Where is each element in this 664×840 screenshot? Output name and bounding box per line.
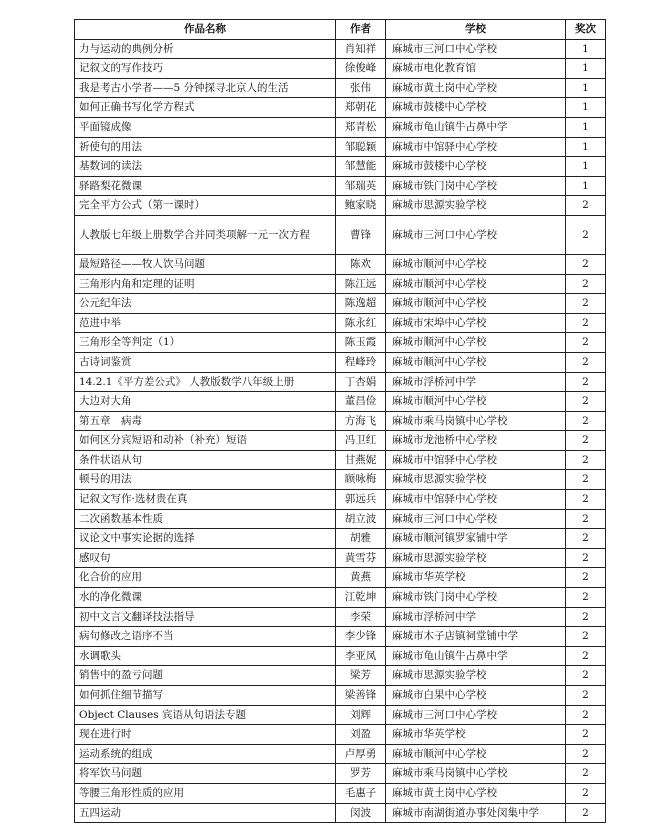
cell-author: 邹聪颖 [336,137,386,157]
cell-title: 如何正确书写化学方程式 [75,98,336,118]
cell-rank: 2 [566,313,606,333]
cell-title: 五四运动 [75,803,336,823]
cell-school: 麻城市中馆驿中心学校 [386,450,566,470]
cell-school: 麻城市华英学校 [386,725,566,745]
cell-rank: 1 [566,176,606,196]
table-row [75,607,606,627]
cell-title: 驿路梨花微课 [75,176,336,196]
cell-author: 曹锋 [336,215,386,254]
cell-title: 初中文言文翻译技法指导 [75,607,336,627]
table-header-row [75,20,606,40]
cell-rank: 1 [566,137,606,157]
cell-author: 鲍家晓 [336,196,386,216]
cell-school: 麻城市龟山镇牛占鼻中学 [386,117,566,137]
cell-rank: 2 [566,392,606,412]
cell-rank: 2 [566,568,606,588]
cell-rank: 2 [566,803,606,823]
cell-title: 公元纪年法 [75,294,336,314]
table-row [75,686,606,706]
cell-title: 大边对大角 [75,392,336,412]
header-author: 作者 [336,20,386,40]
cell-school: 麻城市乘马岗镇中心学校 [386,411,566,431]
cell-school: 麻城市顺河中心学校 [386,392,566,412]
cell-title: 条件状语从句 [75,450,336,470]
table-row [75,431,606,451]
cell-title: 如何区分宾短语和动补（补充）短语 [75,431,336,451]
cell-author: 陈逸超 [336,294,386,314]
cell-title: 将军饮马问题 [75,764,336,784]
table-row [75,783,606,803]
table-row [75,117,606,137]
cell-title: 如何抓住细节描写 [75,686,336,706]
cell-school: 麻城市铁门岗中心学校 [386,588,566,608]
table-row [75,666,606,686]
cell-title: 古诗词鉴赏 [75,352,336,372]
cell-school: 麻城市顺河中心学校 [386,254,566,274]
cell-rank: 2 [566,529,606,549]
cell-author: 甘燕妮 [336,450,386,470]
cell-school: 麻城市黄土岗中心学校 [386,78,566,98]
cell-rank: 2 [566,725,606,745]
cell-author: 刘辉 [336,705,386,725]
table-row [75,509,606,529]
cell-author: 郭远兵 [336,490,386,510]
cell-author: 闵波 [336,803,386,823]
cell-title: 二次函数基本性质 [75,509,336,529]
header-rank: 奖次 [566,20,606,40]
cell-title: 顿号的用法 [75,470,336,490]
cell-rank: 2 [566,686,606,706]
cell-title: 人教版七年级上册数学合并同类项解一元一次方程 [75,215,336,254]
cell-author: 李荣 [336,607,386,627]
table-row [75,254,606,274]
cell-school: 麻城市顺河中心学校 [386,274,566,294]
cell-title: 第五章 病毒 [75,411,336,431]
cell-school: 麻城市思源实验学校 [386,470,566,490]
cell-title: 化合价的应用 [75,568,336,588]
cell-school: 麻城市思源实验学校 [386,548,566,568]
cell-title: 销售中的盈亏问题 [75,666,336,686]
cell-title: 运动系统的组成 [75,744,336,764]
table-row [75,744,606,764]
table-row [75,470,606,490]
cell-author: 罗芳 [336,764,386,784]
cell-author: 江乾坤 [336,588,386,608]
cell-title: 议论文中事实论据的选择 [75,529,336,549]
cell-rank: 2 [566,294,606,314]
table-row [75,176,606,196]
cell-rank: 2 [566,352,606,372]
cell-school: 麻城市浮桥河中学 [386,372,566,392]
cell-title: 最短路径——牧人饮马问题 [75,254,336,274]
cell-rank: 2 [566,666,606,686]
cell-author: 邹慧能 [336,157,386,177]
cell-rank: 2 [566,509,606,529]
cell-school: 麻城市华英学校 [386,568,566,588]
document-page [74,19,605,823]
cell-title: 感叹句 [75,548,336,568]
table-row [75,529,606,549]
cell-title: 记叙文的写作技巧 [75,59,336,79]
cell-author: 郑青松 [336,117,386,137]
cell-rank: 2 [566,431,606,451]
cell-rank: 2 [566,705,606,725]
cell-school: 麻城市顺河镇罗家铺中学 [386,529,566,549]
cell-author: 胡雅 [336,529,386,549]
award-table [74,19,606,823]
cell-author: 郑朝花 [336,98,386,118]
cell-title: 基数词的读法 [75,157,336,177]
table-row [75,646,606,666]
cell-school: 麻城市南湖街道办事处闵集中学 [386,803,566,823]
cell-title: 水的净化微课 [75,588,336,608]
cell-title: 水调歌头 [75,646,336,666]
cell-school: 麻城市电化教育馆 [386,59,566,79]
cell-rank: 1 [566,157,606,177]
cell-author: 程峰玲 [336,352,386,372]
cell-rank: 2 [566,470,606,490]
table-row [75,725,606,745]
cell-school: 麻城市鼓楼中心学校 [386,157,566,177]
table-row [75,548,606,568]
cell-author: 陈玉霞 [336,333,386,353]
table-row [75,627,606,647]
cell-author: 陈江远 [336,274,386,294]
cell-rank: 2 [566,783,606,803]
cell-school: 麻城市三河口中心学校 [386,705,566,725]
cell-rank: 2 [566,764,606,784]
cell-title: 现在进行时 [75,725,336,745]
cell-author: 邹瑞英 [336,176,386,196]
cell-school: 麻城市中馆驿中心学校 [386,490,566,510]
table-row [75,490,606,510]
table-body [75,39,606,823]
cell-title: Object Clauses 宾语从句语法专题 [75,705,336,725]
cell-school: 麻城市中馆驿中心学校 [386,137,566,157]
cell-rank: 2 [566,646,606,666]
table-row [75,764,606,784]
table-row [75,588,606,608]
cell-rank: 2 [566,215,606,254]
cell-rank: 2 [566,607,606,627]
cell-title: 病句修改之语序不当 [75,627,336,647]
table-row [75,274,606,294]
table-row [75,392,606,412]
cell-author: 顾咏梅 [336,470,386,490]
table-row [75,215,606,254]
cell-rank: 2 [566,744,606,764]
table-row [75,294,606,314]
cell-rank: 1 [566,117,606,137]
cell-author: 李少锋 [336,627,386,647]
cell-rank: 2 [566,274,606,294]
table-row [75,98,606,118]
table-row [75,333,606,353]
table-row [75,372,606,392]
table-row [75,568,606,588]
cell-school: 麻城市顺河中心学校 [386,744,566,764]
cell-school: 麻城市木子店镇祠堂铺中学 [386,627,566,647]
table-row [75,450,606,470]
cell-school: 麻城市白果中心学校 [386,686,566,706]
cell-title: 三角形内角和定理的证明 [75,274,336,294]
cell-school: 麻城市思源实验学校 [386,196,566,216]
cell-title: 我是考古小学者——5 分钟探寻北京人的生活 [75,78,336,98]
cell-rank: 2 [566,372,606,392]
cell-rank: 2 [566,588,606,608]
cell-title: 14.2.1《平方差公式》 人教版数学八年级上册 [75,372,336,392]
table-row [75,59,606,79]
cell-author: 梁善锋 [336,686,386,706]
cell-rank: 1 [566,39,606,59]
table-row [75,137,606,157]
cell-title: 范进中举 [75,313,336,333]
header-title: 作品名称 [75,20,336,40]
cell-author: 董昌俭 [336,392,386,412]
cell-school: 麻城市顺河中心学校 [386,333,566,353]
cell-rank: 1 [566,59,606,79]
cell-author: 徐俊峰 [336,59,386,79]
table-row [75,411,606,431]
cell-school: 麻城市顺河中心学校 [386,352,566,372]
cell-author: 陈欢 [336,254,386,274]
cell-author: 张伟 [336,78,386,98]
cell-author: 卢厚勇 [336,744,386,764]
cell-title: 等腰三角形性质的应用 [75,783,336,803]
header-school: 学校 [386,20,566,40]
table-row [75,196,606,216]
cell-title: 祈使句的用法 [75,137,336,157]
cell-author: 方海飞 [336,411,386,431]
table-row [75,313,606,333]
cell-author: 毛惠子 [336,783,386,803]
cell-title: 力与运动的典例分析 [75,39,336,59]
cell-author: 冯卫红 [336,431,386,451]
cell-author: 陈永红 [336,313,386,333]
cell-rank: 2 [566,196,606,216]
cell-rank: 2 [566,490,606,510]
cell-school: 麻城市铁门岗中心学校 [386,176,566,196]
cell-school: 麻城市乘马岗镇中心学校 [386,764,566,784]
cell-title: 记叙文写作·选材贵在真 [75,490,336,510]
cell-school: 麻城市三河口中心学校 [386,509,566,529]
cell-author: 李亚凤 [336,646,386,666]
cell-rank: 2 [566,627,606,647]
cell-school: 麻城市三河口中心学校 [386,215,566,254]
cell-author: 黄雪芬 [336,548,386,568]
cell-school: 麻城市顺河中心学校 [386,294,566,314]
cell-author: 黄燕 [336,568,386,588]
cell-school: 麻城市黄土岗中心学校 [386,783,566,803]
cell-title: 三角形全等判定（1） [75,333,336,353]
cell-rank: 2 [566,333,606,353]
cell-school: 麻城市鼓楼中心学校 [386,98,566,118]
cell-rank: 2 [566,548,606,568]
cell-rank: 2 [566,254,606,274]
table-row [75,78,606,98]
table-row [75,352,606,372]
cell-rank: 1 [566,98,606,118]
table-row [75,157,606,177]
cell-school: 麻城市龟山镇牛占鼻中学 [386,646,566,666]
cell-school: 麻城市龙池桥中心学校 [386,431,566,451]
cell-author: 刘盈 [336,725,386,745]
cell-title: 平面镜成像 [75,117,336,137]
table-row [75,39,606,59]
cell-rank: 2 [566,450,606,470]
cell-school: 麻城市宋埠中心学校 [386,313,566,333]
cell-school: 麻城市浮桥河中学 [386,607,566,627]
cell-school: 麻城市思源实验学校 [386,666,566,686]
table-row [75,705,606,725]
cell-author: 胡立波 [336,509,386,529]
cell-title: 完全平方公式（第一课时） [75,196,336,216]
cell-author: 梁芳 [336,666,386,686]
cell-author: 丁杏娟 [336,372,386,392]
cell-school: 麻城市三河口中心学校 [386,39,566,59]
cell-author: 肖知祥 [336,39,386,59]
cell-rank: 2 [566,411,606,431]
table-row [75,803,606,823]
cell-rank: 1 [566,78,606,98]
